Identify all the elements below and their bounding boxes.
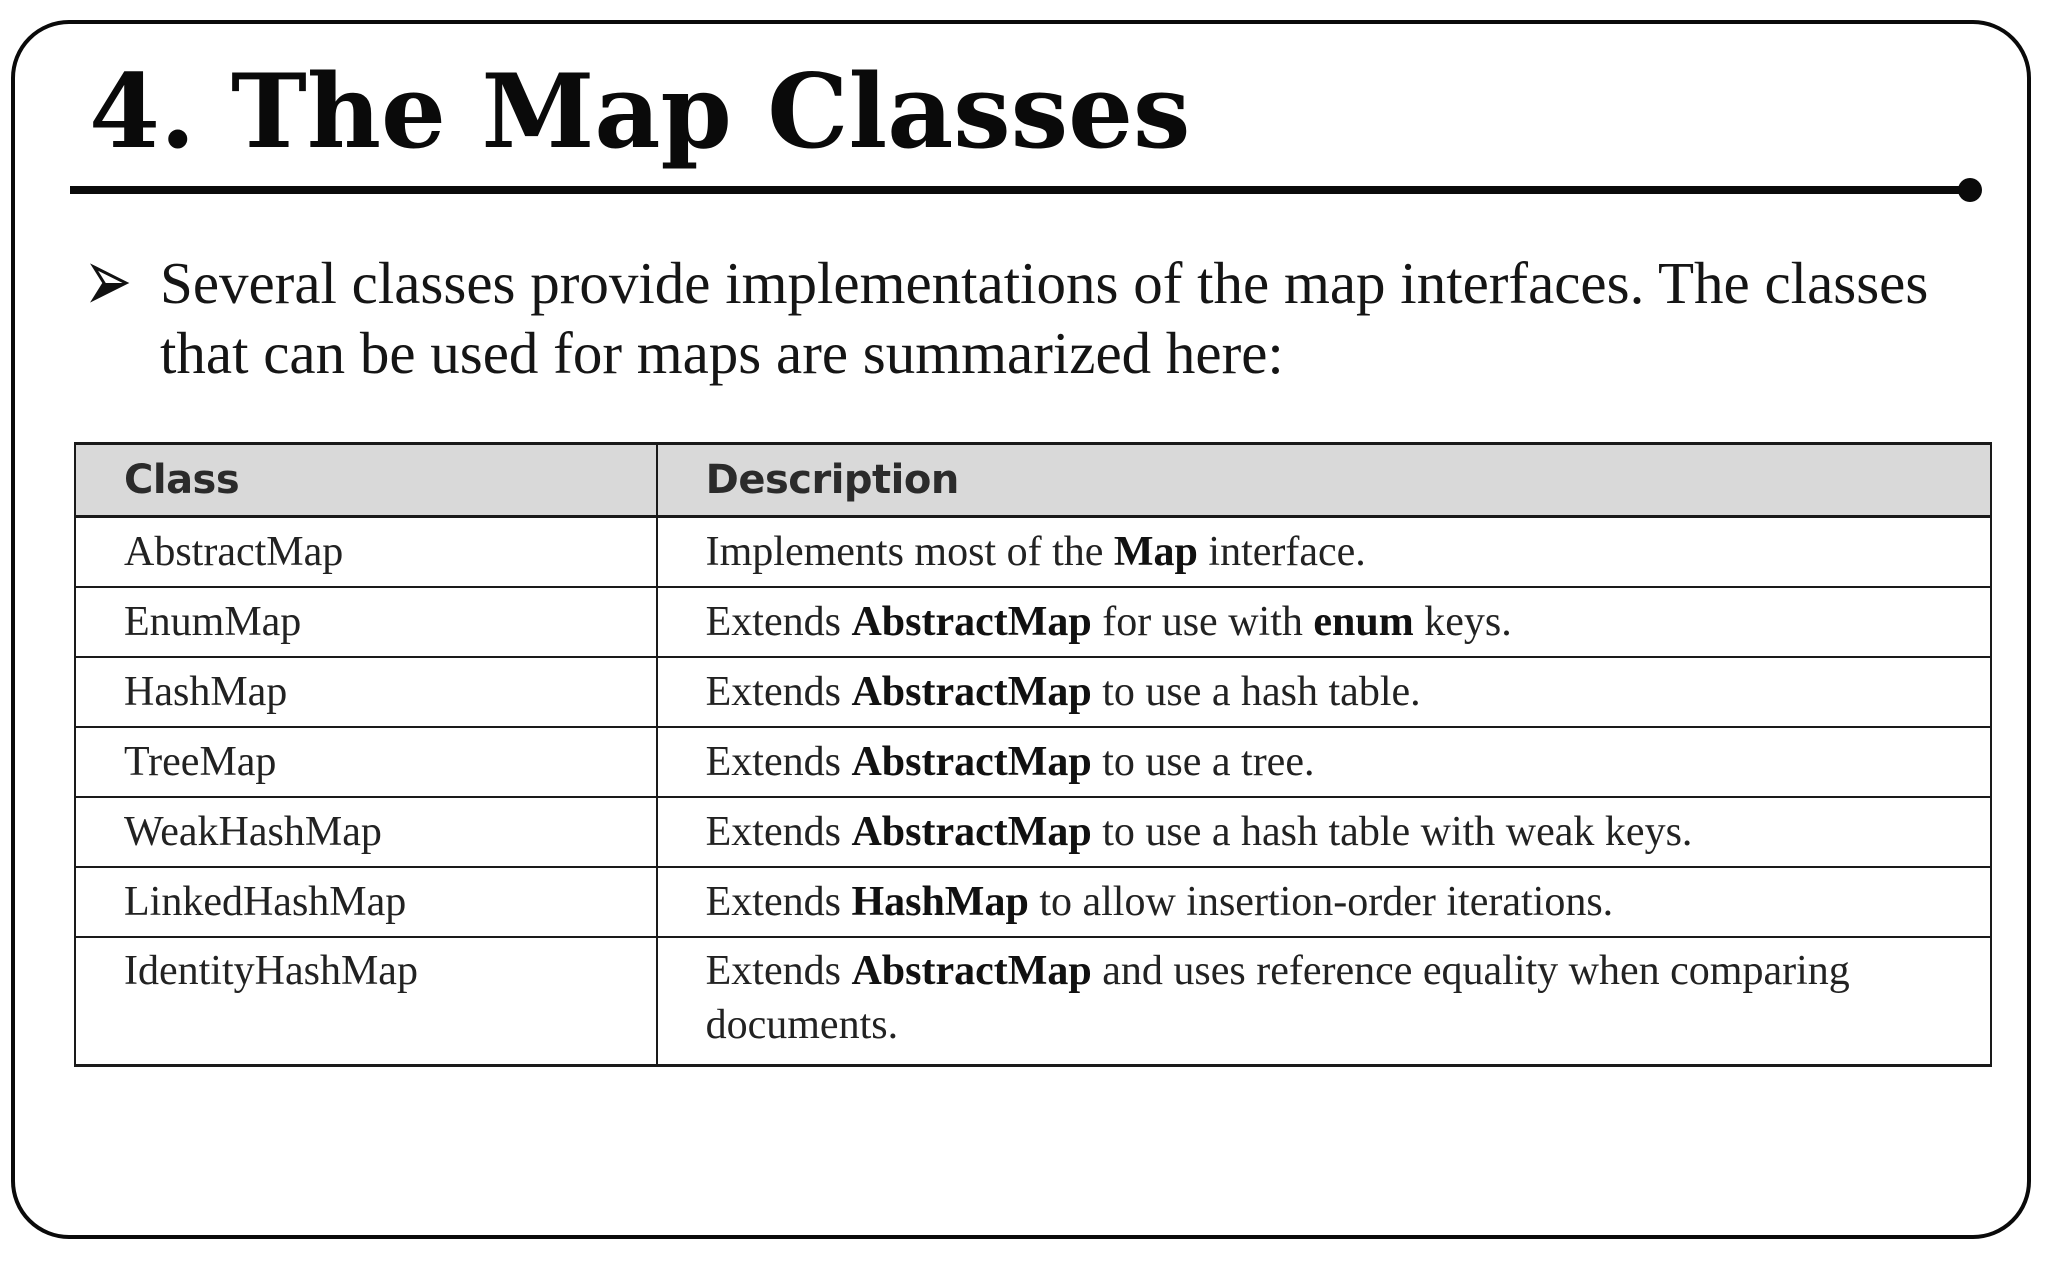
description-keyword: Map	[1113, 529, 1198, 575]
table-row	[75, 657, 1991, 727]
description-text: for use with	[1091, 599, 1314, 645]
underline-end-dot	[1958, 178, 1982, 202]
description-cell	[657, 657, 1991, 727]
description-keyword: AbstractMap	[851, 739, 1092, 785]
class-cell: AbstractMap	[75, 517, 657, 588]
description-cell	[657, 517, 1991, 588]
arrowhead-bullet-icon	[90, 248, 146, 318]
map-classes-table	[74, 442, 1992, 1067]
description-text: to use a hash table.	[1091, 669, 1421, 715]
table-row	[75, 727, 1991, 797]
table-row	[75, 587, 1991, 657]
description-cell	[657, 727, 1991, 797]
description-text: keys.	[1413, 599, 1512, 645]
header-description: Description	[657, 444, 1991, 517]
class-cell: LinkedHashMap	[75, 867, 657, 937]
description-keyword: AbstractMap	[851, 809, 1092, 855]
description-text: Extends	[705, 599, 852, 645]
table-row	[75, 517, 1991, 588]
table-row	[75, 867, 1991, 937]
title-underline	[70, 186, 1970, 194]
class-cell: IdentityHashMap	[75, 937, 657, 1066]
description-keyword: AbstractMap	[851, 948, 1092, 994]
description-keyword: HashMap	[851, 879, 1029, 925]
class-cell: WeakHashMap	[75, 797, 657, 867]
description-text: Extends	[705, 739, 852, 785]
description-text: Extends	[705, 879, 852, 925]
description-text: to allow insertion-order iterations.	[1028, 879, 1614, 925]
description-text: Extends	[705, 809, 852, 855]
description-text: to use a tree.	[1091, 739, 1315, 785]
description-text: Extends	[705, 669, 852, 715]
description-text: Implements most of the	[705, 529, 1114, 575]
bullet-point	[90, 248, 1970, 388]
description-keyword: AbstractMap	[851, 669, 1092, 715]
slide-title: 4. The Map Classes	[89, 52, 1191, 172]
table-header-row	[75, 444, 1991, 517]
class-cell: TreeMap	[75, 727, 657, 797]
header-class: Class	[75, 444, 657, 517]
description-keyword: AbstractMap	[851, 599, 1092, 645]
description-text: Extends	[705, 948, 852, 994]
description-cell	[657, 937, 1991, 1066]
description-keyword: enum	[1313, 599, 1414, 645]
description-text: to use a hash table with weak keys.	[1091, 809, 1693, 855]
description-text: interface.	[1197, 529, 1366, 575]
description-cell	[657, 867, 1991, 937]
description-cell	[657, 587, 1991, 657]
description-text: and uses reference equality when comparing documents.	[705, 948, 1850, 1048]
class-cell: HashMap	[75, 657, 657, 727]
table-row	[75, 797, 1991, 867]
table-row	[75, 937, 1991, 1066]
description-cell	[657, 797, 1991, 867]
class-cell: EnumMap	[75, 587, 657, 657]
bullet-text: Several classes provide implementations of the map interfaces. The classes that can be used for maps are summarized here:	[160, 250, 1929, 386]
